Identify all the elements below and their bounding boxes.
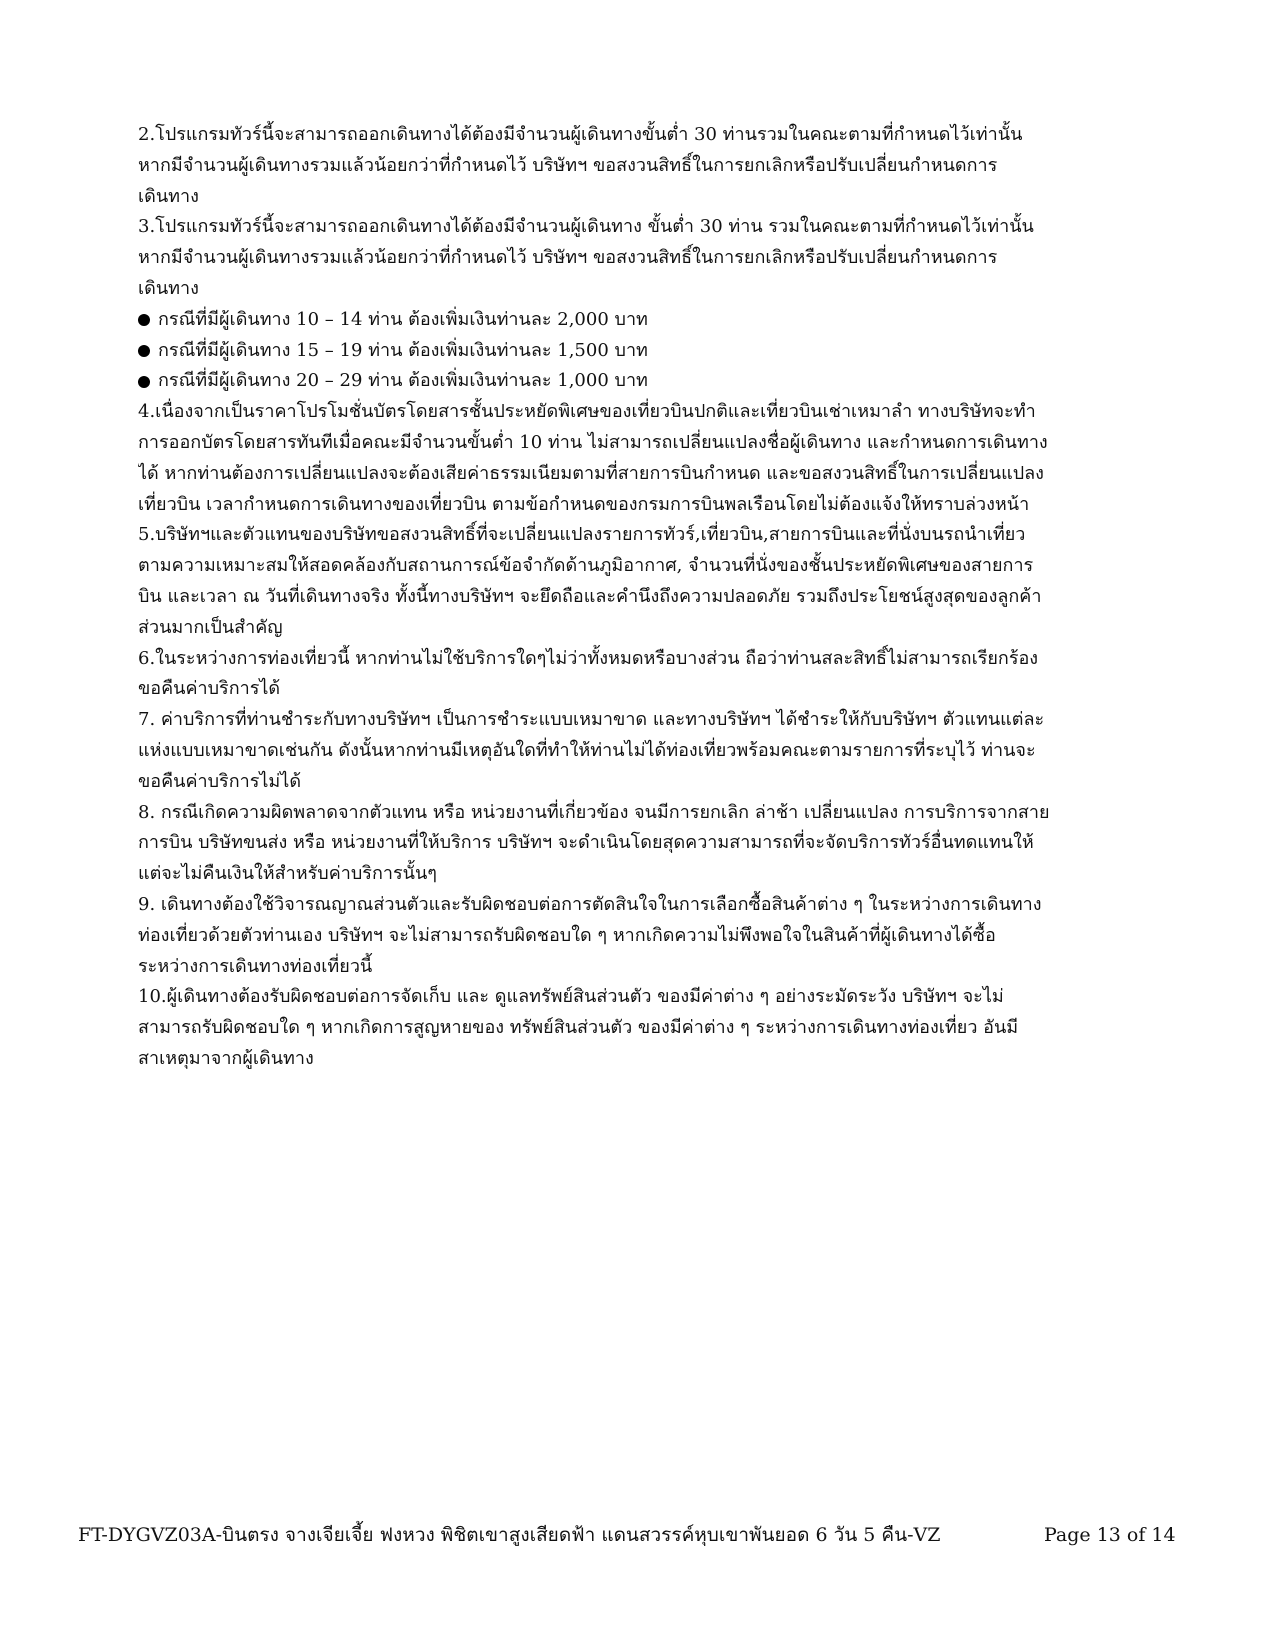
text-line: แต่จะไม่คืนเงินให้สำหรับค่าบริการนั้นๆ (138, 863, 437, 885)
text-line: การออกบัตรโดยสารทันทีเมื่อคณะมีจำนวนขั้นต่ำ 10 ท่าน ไม่สามารถเปลี่ยนแปลงชื่อผู้เดินทาง และกำหนดการเดินทาง (138, 431, 1048, 453)
text-line: แห่งแบบเหมาขาดเช่นกัน ดังนั้นหากท่านมีเหตุอันใดที่ทำให้ท่านไม่ได้ท่องเที่ยวพร้อมคณะตามรายการที่ระบุไว้ ท่านจะ (138, 739, 1036, 761)
text-line: การบิน บริษัทขนส่ง หรือ หน่วยงานที่ให้บริการ บริษัทฯ จะดำเนินโดยสุดความสามารถที่จะจัดบริการทัวร์อื่นทดแทนให้ (138, 832, 1034, 854)
bullet-text: กรณีที่มีผู้เดินทาง 20 – 29 ท่าน ต้องเพิ่มเงินท่านละ 1,000 บาท (158, 370, 648, 392)
text-line: หากมีจำนวนผู้เดินทางรวมแล้วน้อยกว่าที่กำหนดไว้ บริษัทฯ ขอสงวนสิทธิ์ในการยกเลิกหรือปรับเปลี่ยนกำหนดการ (138, 247, 998, 269)
text-line: เที่ยวบิน เวลากำหนดการเดินทางของเที่ยวบิน ตามข้อกำหนดของกรมการบินพลเรือนโดยไม่ต้องแจ้งให้ทราบล่วงหน้า (138, 493, 1030, 515)
bullet-icon (138, 345, 150, 357)
text-line: 9. เดินทางต้องใช้วิจารณญาณส่วนตัวและรับผิดชอบต่อการตัดสินใจในการเลือกซื้อสินค้าต่าง ๆ ในระหว่างการเดินทาง (138, 893, 1042, 915)
text-line: สาเหตุมาจากผู้เดินทาง (138, 1047, 314, 1069)
bullet-text: กรณีที่มีผู้เดินทาง 15 – 19 ท่าน ต้องเพิ่มเงินท่านละ 1,500 บาท (158, 339, 648, 361)
text-line: ส่วนมากเป็นสำคัญ (138, 616, 283, 638)
text-line: 5.บริษัทฯและตัวแทนของบริษัทขอสงวนสิทธิ์ที่จะเปลี่ยนแปลงรายการทัวร์,เที่ยวบิน,สายการบินและที่นั่งบนรถนำเที่ยว (138, 524, 1026, 546)
text-line: 3.โปรแกรมทัวร์นี้จะสามารถออกเดินทางได้ต้องมีจำนวนผู้เดินทาง ขั้นต่ำ 30 ท่าน รวมในคณะตามที่กำหนดไว้เท่านั้น (138, 216, 1034, 238)
bullet-item (138, 305, 1188, 336)
text-line: ตามความเหมาะสมให้สอดคล้องกับสถานการณ์ข้อจำกัดด้านภูมิอากาศ, จำนวนที่นั่งของชั้นประหยัดพิเศษของสายการ (138, 555, 1034, 577)
text-line: 7. ค่าบริการที่ท่านชำระกับทางบริษัทฯ เป็นการชำระแบบเหมาขาด และทางบริษัทฯ ได้ชำระให้กับบริษัทฯ ตัวแทนแต่ละ (138, 709, 1045, 731)
footer-program-name: FT-DYGVZ03A-บินตรง จางเจียเจี้ย ฟงหวง พิชิตเขาสูงเสียดฟ้า แดนสวรรค์หุบเขาพันยอด 6 วัน 5 คืน-VZ (78, 1524, 941, 1546)
page-number: Page 13 of 14 (1044, 1524, 1176, 1546)
text-line: 4.เนื่องจากเป็นราคาโปรโมชั่นบัตรโดยสารชั้นประหยัดพิเศษของเที่ยวบินปกติและเที่ยวบินเช่าเหมาลำ ทางบริษัทจะทำ (138, 401, 1036, 423)
bullet-text: กรณีที่มีผู้เดินทาง 10 – 14 ท่าน ต้องเพิ่มเงินท่านละ 2,000 บาท (158, 308, 648, 330)
text-line: เดินทาง (138, 277, 199, 299)
text-line: ได้ หากท่านต้องการเปลี่ยนแปลงจะต้องเสียค่าธรรมเนียมตามที่สายการบินกำหนด และขอสงวนสิทธิ์ในการเปลี่ยนแปลง (138, 462, 1044, 484)
text-line: เดินทาง (138, 185, 199, 207)
bullet-item (138, 366, 1188, 397)
text-line: ท่องเที่ยวด้วยตัวท่านเอง บริษัทฯ จะไม่สามารถรับผิดชอบใด ๆ หากเกิดความไม่พึงพอใจในสินค้าที่ผู้เดินทางได้ซื้อ (138, 924, 996, 946)
text-line: สามารถรับผิดชอบใด ๆ หากเกิดการสูญหายของ ทรัพย์สินส่วนตัว ของมีค่าต่าง ๆ ระหว่างการเดินทางท่องเที่ยว อันมี (138, 1017, 1019, 1039)
page-footer (78, 1522, 1228, 1548)
text-line: หากมีจำนวนผู้เดินทางรวมแล้วน้อยกว่าที่กำหนดไว้ บริษัทฯ ขอสงวนสิทธิ์ในการยกเลิกหรือปรับเปลี่ยนกำหนดการ (138, 154, 998, 176)
document-body (138, 120, 1188, 1075)
bullet-icon (138, 314, 150, 326)
text-line: ระหว่างการเดินทางท่องเที่ยวนี้ (138, 955, 373, 977)
text-line: 8. กรณีเกิดความผิดพลาดจากตัวแทน หรือ หน่วยงานที่เกี่ยวข้อง จนมีการยกเลิก ล่าช้า เปลี่ยนแปลง การบริการจากสาย (138, 801, 1050, 823)
text-line: ขอคืนค่าบริการไม่ได้ (138, 770, 302, 792)
text-line: 6.ในระหว่างการท่องเที่ยวนี้ หากท่านไม่ใช้บริการใดๆไม่ว่าทั้งหมดหรือบางส่วน ถือว่าท่านสละสิทธิ์ไม่สามารถเรียกร้อง (138, 647, 1039, 669)
text-line: 2.โปรแกรมทัวร์นี้จะสามารถออกเดินทางได้ต้องมีจำนวนผู้เดินทางขั้นต่ำ 30 ท่านรวมในคณะตามที่กำหนดไว้เท่านั้น (138, 124, 1023, 145)
bullet-item (138, 336, 1188, 367)
text-line: บิน และเวลา ณ วันที่เดินทางจริง ทั้งนี้ทางบริษัทฯ จะยึดถือและคำนึงถึงความปลอดภัย รวมถึงประโยชน์สูงสุดของลูกค้า (138, 585, 1042, 607)
bullet-icon (138, 376, 150, 388)
text-line: 10.ผู้เดินทางต้องรับผิดชอบต่อการจัดเก็บ และ ดูแลทรัพย์สินส่วนตัว ของมีค่าต่าง ๆ อย่างระมัดระวัง บริษัทฯ จะไม่ (138, 986, 1004, 1008)
text-line: ขอคืนค่าบริการได้ (138, 678, 281, 700)
